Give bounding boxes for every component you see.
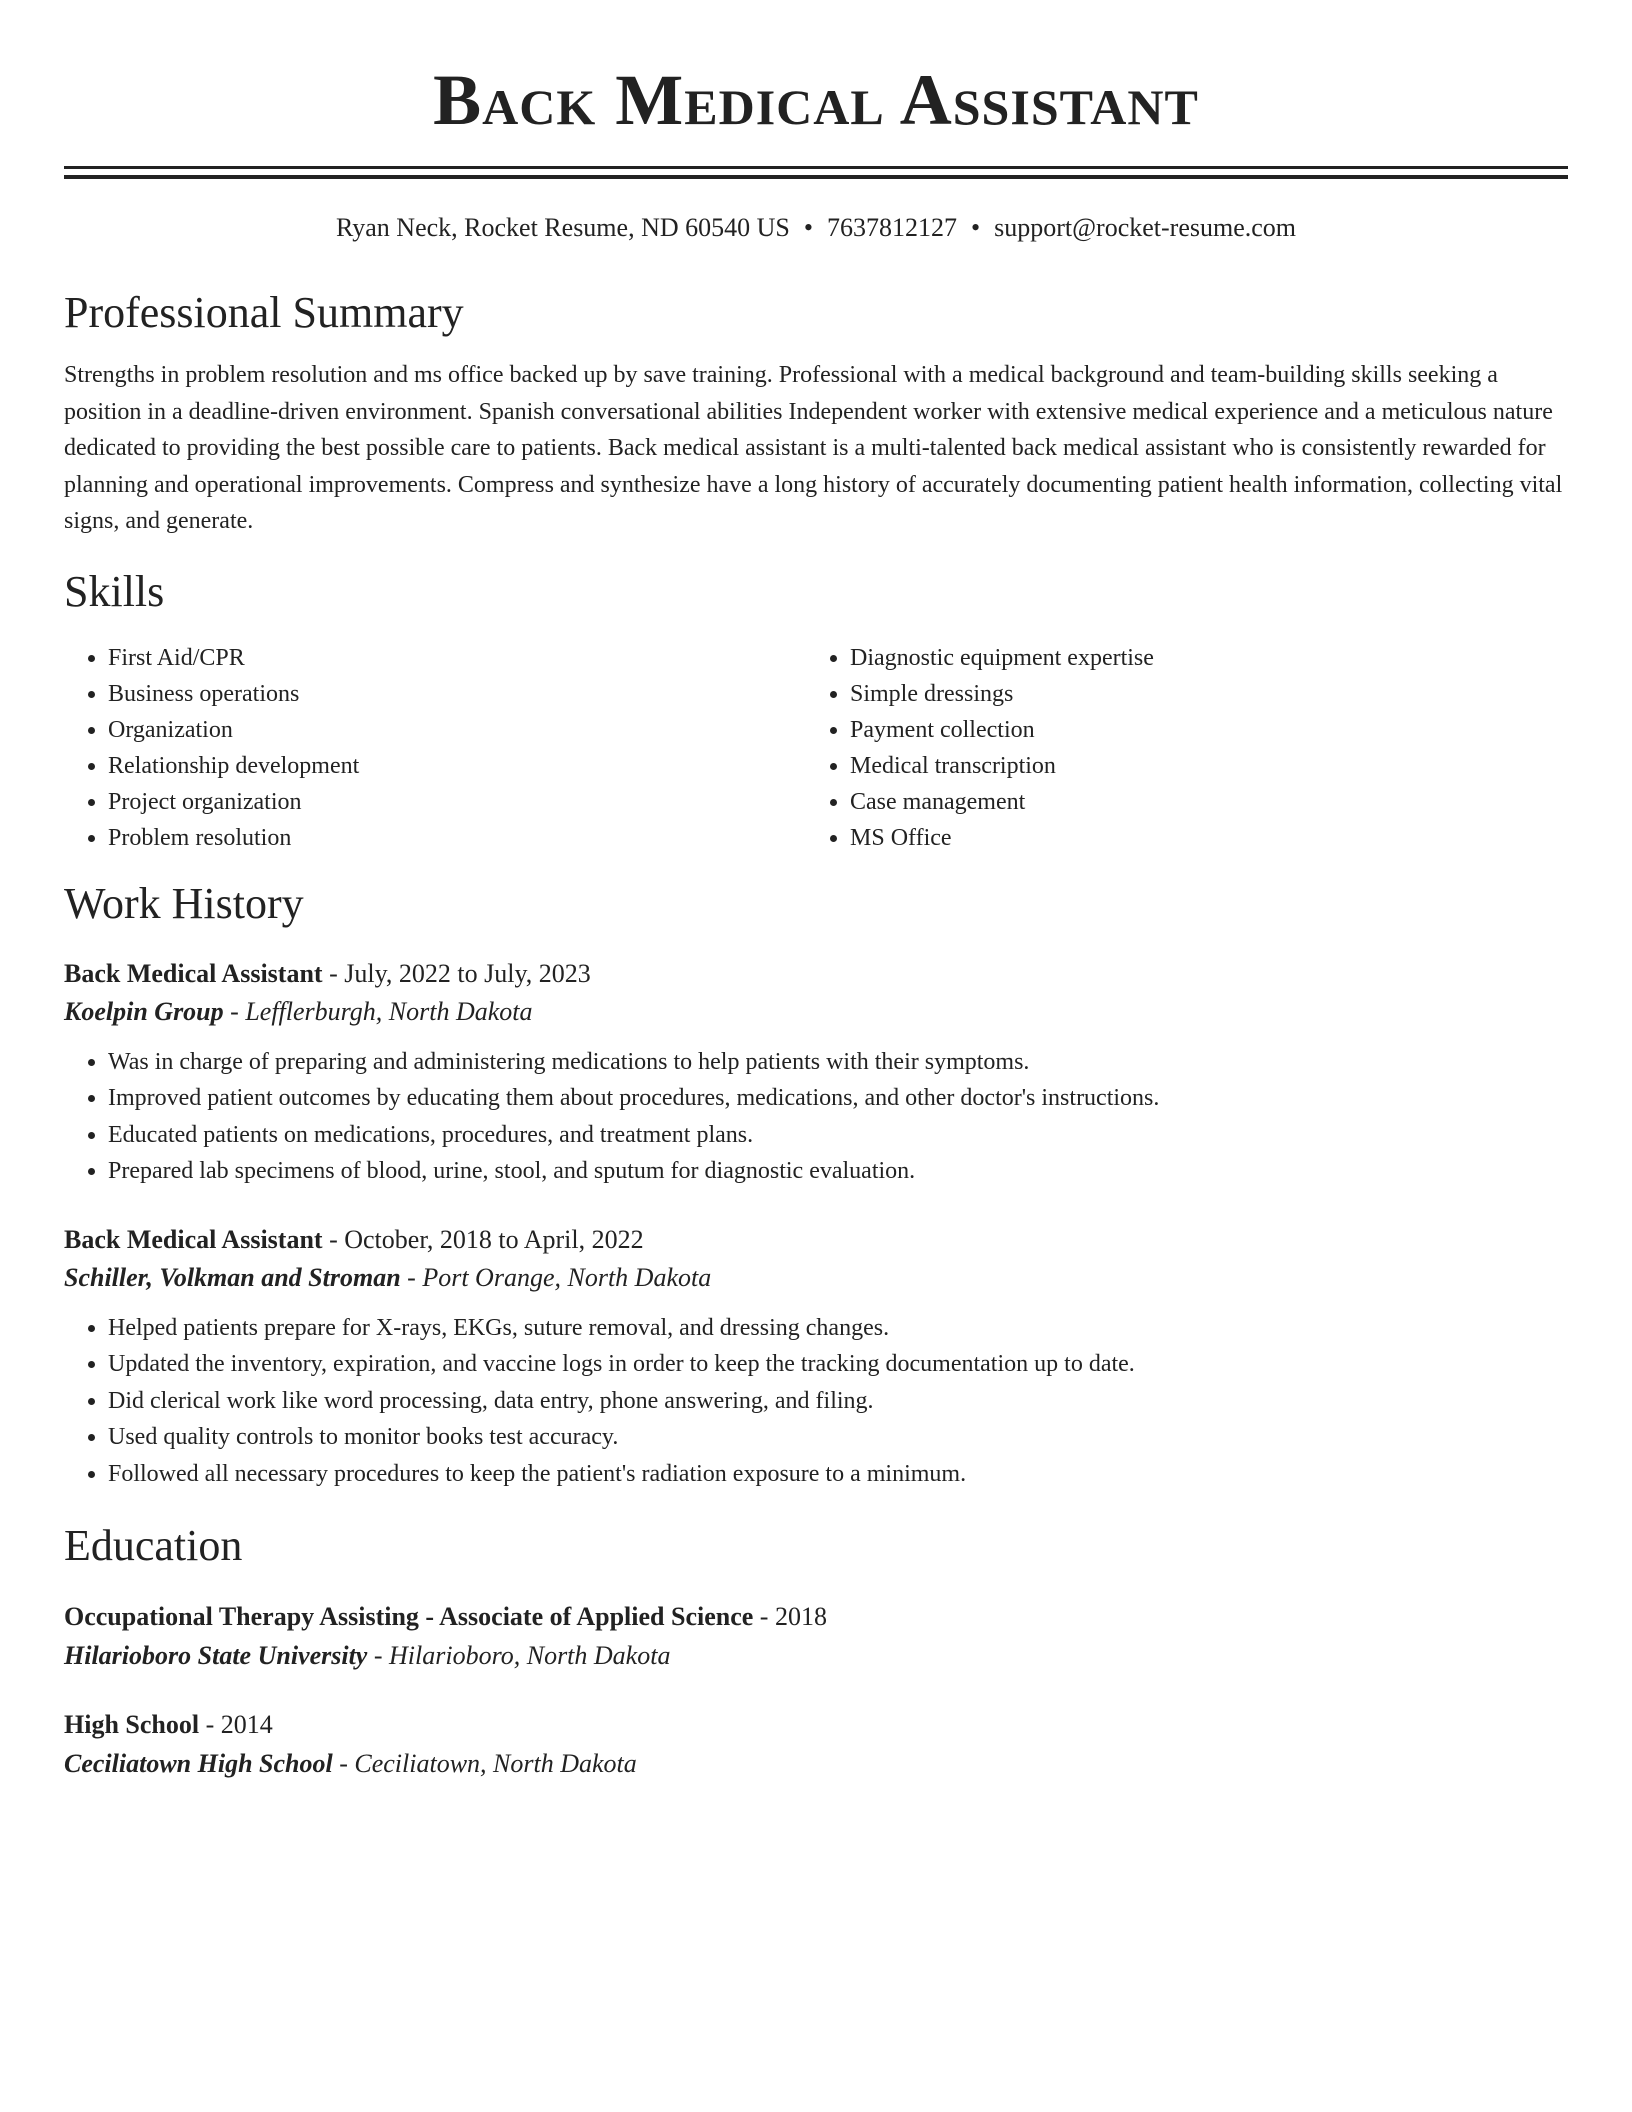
job-title-line bbox=[64, 1222, 1568, 1258]
education-degree: Occupational Therapy Assisting - Associate of Applied Science bbox=[64, 1602, 754, 1631]
contact-separator: • bbox=[803, 213, 813, 242]
education-year: - 2014 bbox=[199, 1710, 273, 1739]
job-bullets bbox=[64, 1310, 1568, 1493]
job-bullet: • Was in charge of preparing and administering medications to help patients with their symptoms. bbox=[108, 1044, 1568, 1081]
title-divider-top bbox=[64, 166, 1568, 169]
education-entry bbox=[64, 1598, 1568, 1676]
skill-item: • First Aid/CPR bbox=[108, 640, 806, 676]
skills-column-right bbox=[806, 640, 1548, 856]
job-entry bbox=[64, 956, 1568, 1190]
job-location: - Lefflerburgh, North Dakota bbox=[223, 996, 533, 1026]
education-school: Ceciliatown High School bbox=[64, 1749, 333, 1778]
contact-phone: 7637812127 bbox=[826, 213, 957, 242]
resume-page bbox=[64, 0, 1568, 1784]
job-title-line bbox=[64, 956, 1568, 992]
education-entry bbox=[64, 1706, 1568, 1784]
education-location: - Hilarioboro, North Dakota bbox=[367, 1641, 671, 1670]
skill-item: • Organization bbox=[108, 712, 806, 748]
section-heading-summary: Professional Summary bbox=[64, 288, 464, 337]
skills-column-left bbox=[64, 640, 806, 856]
job-dates: - July, 2022 to July, 2023 bbox=[322, 958, 591, 988]
skill-item: • Simple dressings bbox=[850, 676, 1548, 712]
section-heading-education: Education bbox=[64, 1521, 243, 1570]
education-degree: High School bbox=[64, 1710, 200, 1739]
contact-separator: • bbox=[970, 213, 981, 242]
skill-item: • Case management bbox=[850, 784, 1548, 820]
skill-item: • Project organization bbox=[108, 784, 806, 820]
education-school-line bbox=[64, 1636, 1568, 1676]
summary-text: Strengths in problem resolution and ms office backed up by save training. Professional with a medical background and team-building skills seeking a position in a deadline-driven environment. Spanish conversational abilities Independent worker with extensive medical experience and a meticulous nature dedicated to providing the best possible care to patients. Back medical assistant is a multi-talented back medical assistant who is consistently rewarded for planning and operational improvements. Compress and synthesize have a long history of accurately documenting patient health information, collecting vital signs, and generate. bbox=[64, 362, 1563, 534]
job-company: Schiller, Volkman and Stroman bbox=[64, 1262, 401, 1292]
education-location: - Ceciliatown, North Dakota bbox=[332, 1749, 637, 1778]
education-degree-line bbox=[64, 1598, 1568, 1636]
education-school-line bbox=[64, 1744, 1568, 1784]
education-school: Hilarioboro State University bbox=[64, 1641, 368, 1670]
job-title: Back Medical Assistant bbox=[64, 1224, 323, 1254]
job-company-line bbox=[64, 992, 1568, 1032]
resume-title: Back Medical Assistant bbox=[433, 60, 1199, 140]
job-bullet: • Educated patients on medications, procedures, and treatment plans. bbox=[108, 1117, 1568, 1154]
job-bullet: • Did clerical work like word processing, data entry, phone answering, and filing. bbox=[108, 1383, 1568, 1420]
job-entry bbox=[64, 1222, 1568, 1493]
skill-item: • Business operations bbox=[108, 676, 806, 712]
contact-address: Ryan Neck, Rocket Resume, ND 60540 US bbox=[335, 213, 790, 242]
job-location: - Port Orange, North Dakota bbox=[400, 1262, 712, 1292]
skill-item: • MS Office bbox=[850, 820, 1548, 856]
skill-item: • Medical transcription bbox=[850, 748, 1548, 784]
job-bullet: • Updated the inventory, expiration, and vaccine logs in order to keep the tracking documentation up to date. bbox=[108, 1346, 1568, 1383]
education-degree-line bbox=[64, 1706, 1568, 1744]
section-heading-skills: Skills bbox=[64, 566, 165, 616]
title-divider-bottom bbox=[64, 175, 1568, 179]
education-year: - 2018 bbox=[753, 1602, 827, 1631]
job-company: Koelpin Group bbox=[64, 996, 224, 1026]
job-bullet: • Prepared lab specimens of blood, urine, stool, and sputum for diagnostic evaluation. bbox=[108, 1153, 1568, 1190]
job-bullet: • Used quality controls to monitor books test accuracy. bbox=[108, 1419, 1568, 1456]
skill-item: • Diagnostic equipment expertise bbox=[850, 640, 1548, 676]
contact-email: support@rocket-resume.com bbox=[994, 213, 1297, 242]
skill-item: • Relationship development bbox=[108, 748, 806, 784]
section-heading-work-history: Work History bbox=[64, 878, 304, 928]
job-bullet: • Improved patient outcomes by educating them about procedures, medications, and other doctor's instructions. bbox=[108, 1080, 1568, 1117]
job-title: Back Medical Assistant bbox=[64, 958, 323, 988]
skills-list bbox=[64, 640, 1568, 856]
job-bullets bbox=[64, 1044, 1568, 1190]
skill-item: • Problem resolution bbox=[108, 820, 806, 856]
job-bullet: • Helped patients prepare for X-rays, EKGs, suture removal, and dressing changes. bbox=[108, 1310, 1568, 1347]
job-dates: - October, 2018 to April, 2022 bbox=[322, 1224, 644, 1254]
contact-line bbox=[64, 211, 1568, 245]
job-company-line bbox=[64, 1258, 1568, 1298]
job-bullet: • Followed all necessary procedures to keep the patient's radiation exposure to a minimum. bbox=[108, 1456, 1568, 1493]
skill-item: • Payment collection bbox=[850, 712, 1548, 748]
